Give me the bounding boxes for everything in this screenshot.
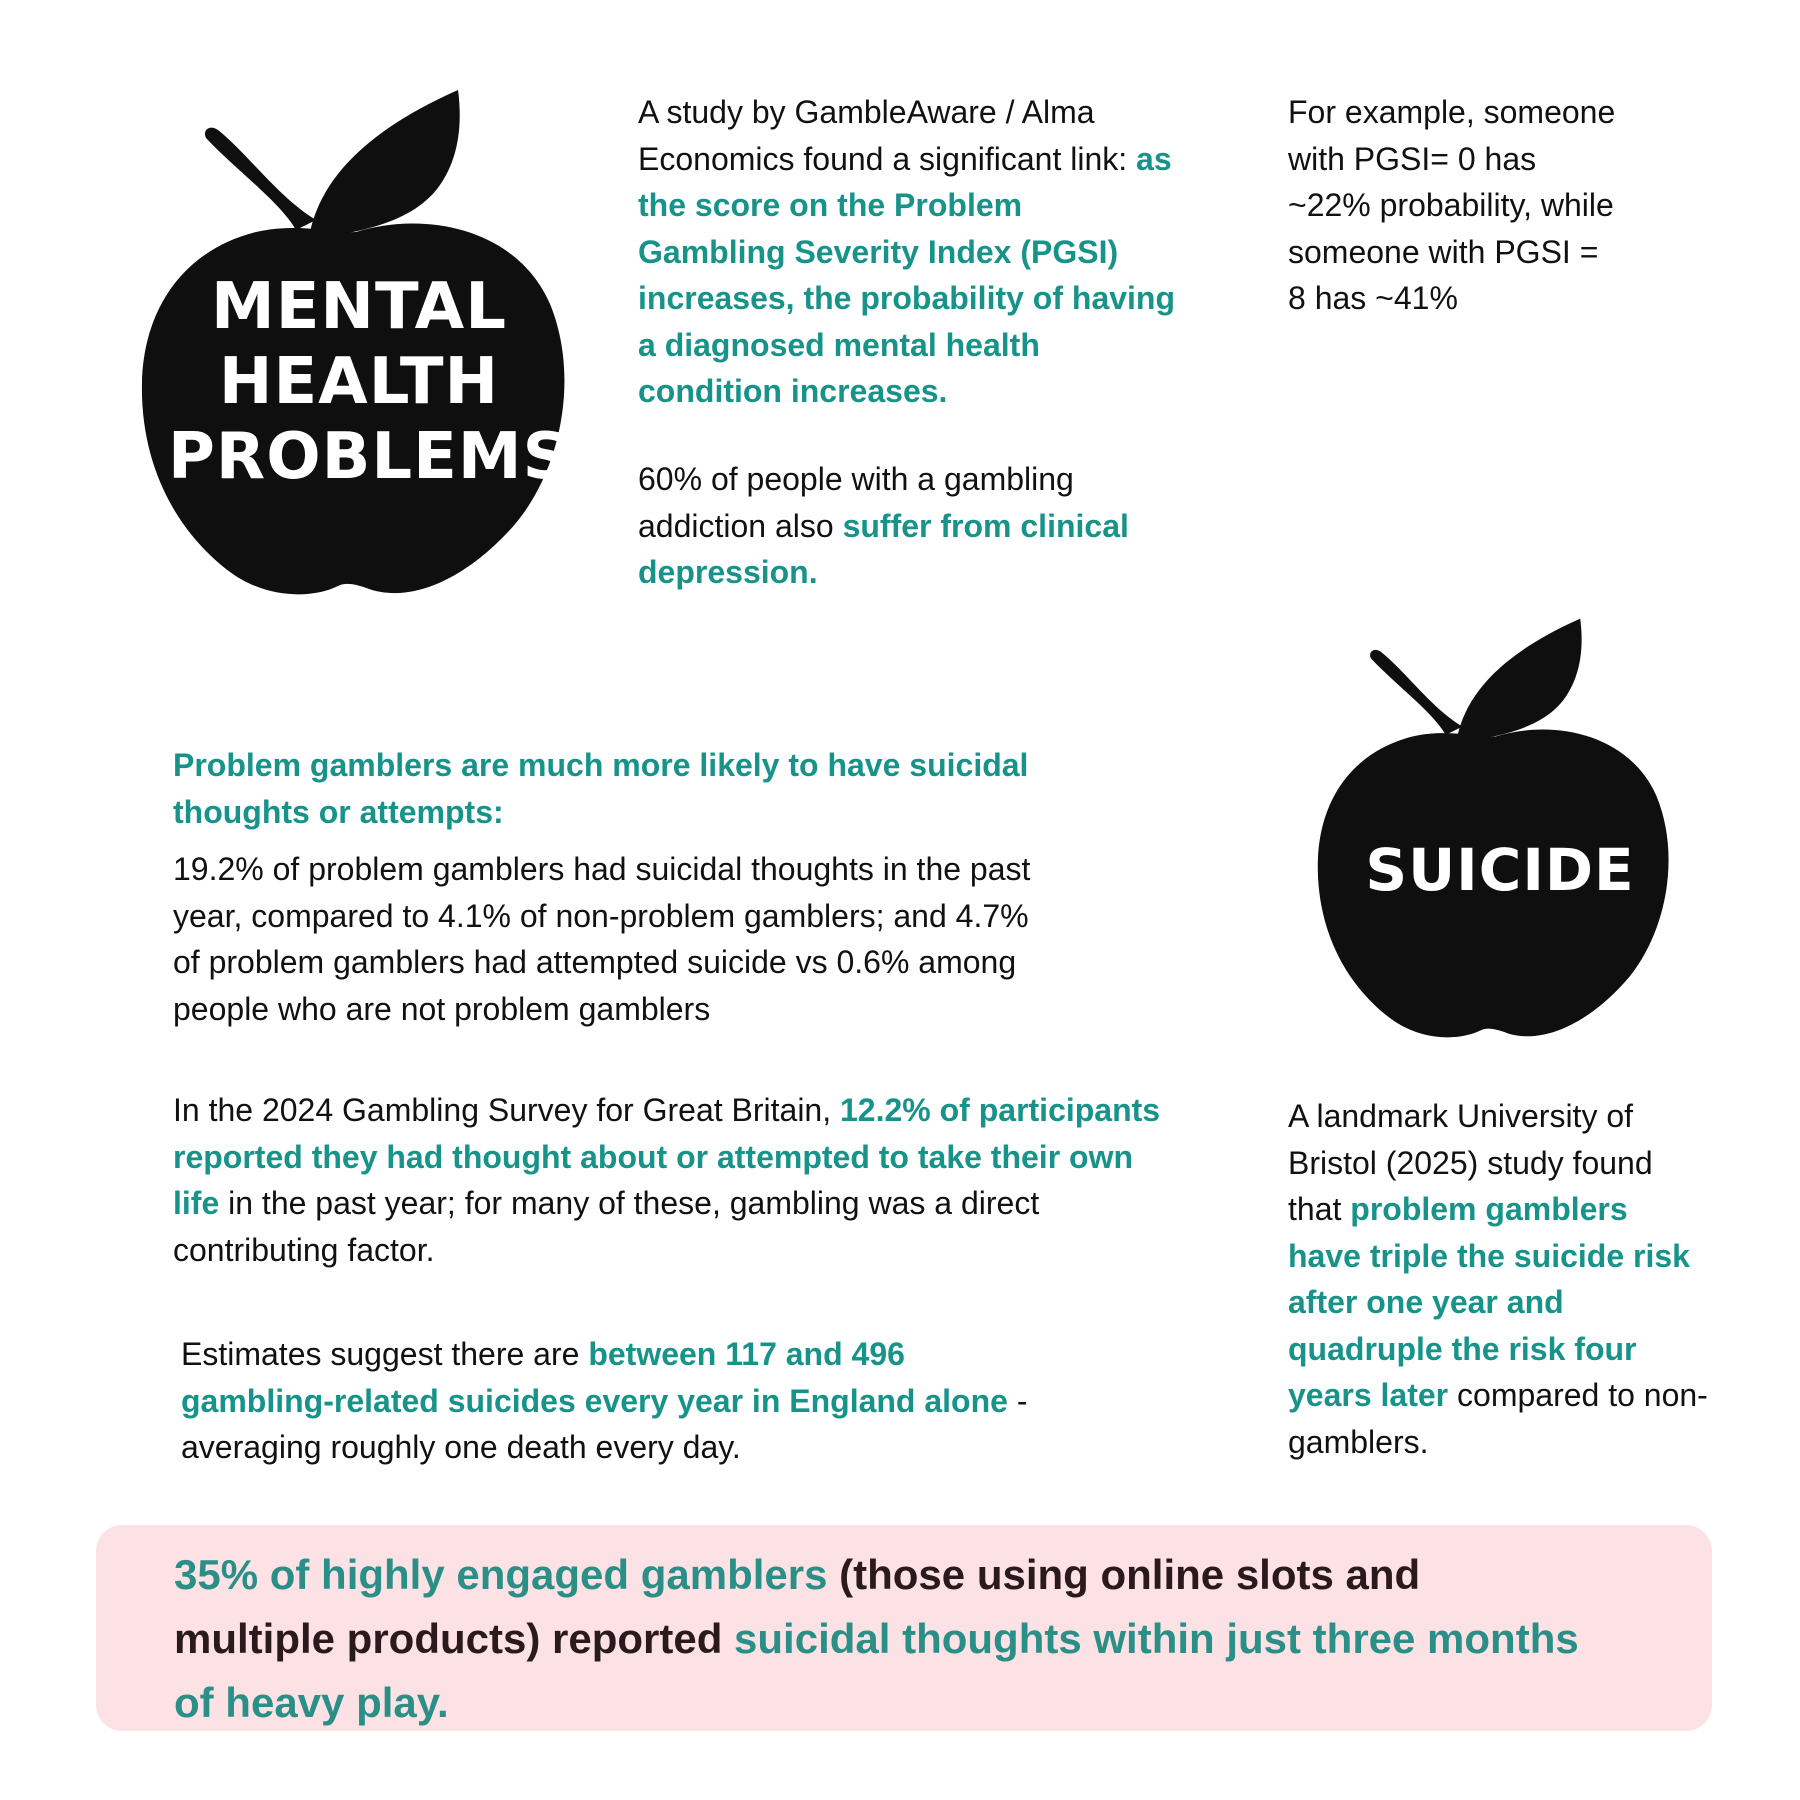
gambling-survey-text: In the 2024 Gambling Survey for Great Britain, 12.2% of participants reported they had thought about or attempted to take their own life in the past year; for many of these, gambling was a direct contributing factor. <box>173 1092 1161 1268</box>
suicide-heading: Problem gamblers are much more likely to have suicidal thoughts or attempts: <box>173 747 1029 830</box>
depression-stat-text: 60% of people with a gambling addiction also suffer from clinical depression. <box>638 461 1129 590</box>
bristol-study-text: A landmark University of Bristol (2025) study found that problem gamblers have triple the suicide risk after one year and quadruple the risk four years later compared to non-gamblers. <box>1288 1098 1708 1460</box>
pgsi-study-text: A study by GambleAware / Alma Economics found a significant link: as the score on the Problem Gambling Severity Index (PGSI) increases, the probability of having a diagnosed mental health condition increases. <box>638 94 1176 409</box>
apple-icon <box>1310 612 1686 1052</box>
pgsi-example-text: For example, someone with PGSI= 0 has ~22% probability, while someone with PGSI = 8 has ~41% <box>1288 94 1616 316</box>
estimates-text: Estimates suggest there are between 117 and 496 gambling-related suicides every year in England alone - averaging roughly one death every day. <box>181 1336 1028 1465</box>
suicidal-thoughts-stats: 19.2% of problem gamblers had suicidal thoughts in the past year, compared to 4.1% of non-problem gamblers; and 4.7% of problem gamblers had attempted suicide vs 0.6% among people who are not problem gamblers <box>173 851 1031 1027</box>
highlight-callout: 35% of highly engaged gamblers (those using online slots and multiple products) reported suicidal thoughts within just three months of heavy play. <box>96 1525 1712 1731</box>
apple-title-mental: MENTAL HEALTH PROBLEMS <box>168 270 570 494</box>
apple-title-suicide: SUICIDE <box>1365 836 1635 904</box>
